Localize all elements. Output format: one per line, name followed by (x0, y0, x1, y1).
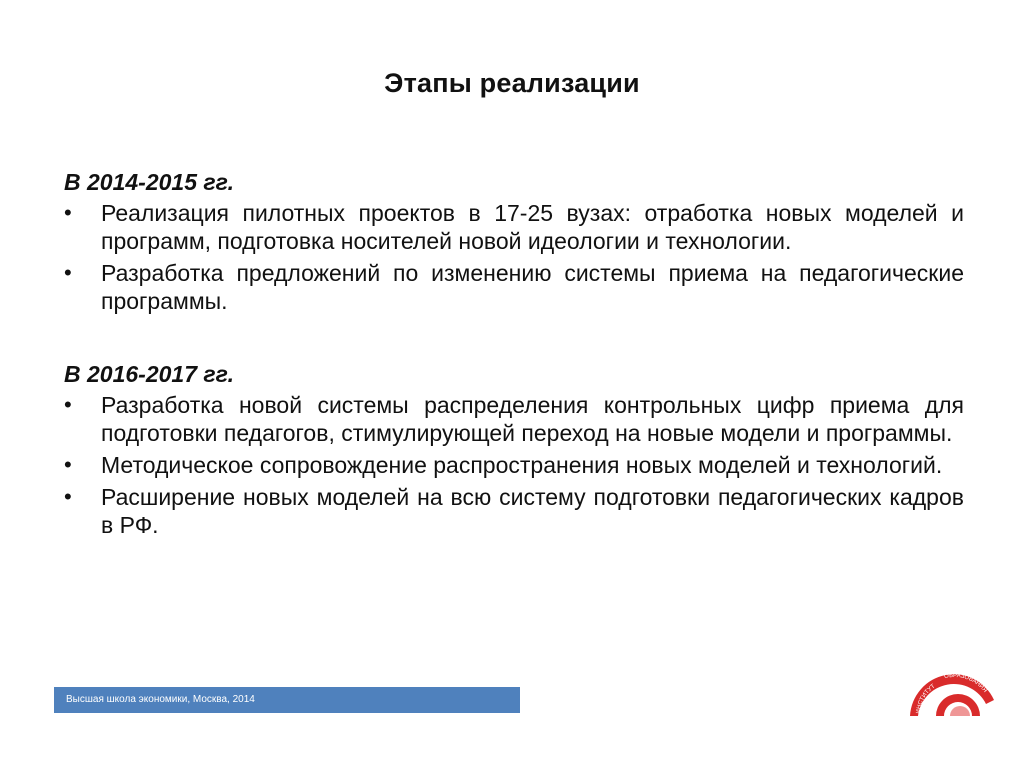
logo-text-left: ИНСТИТУТ (915, 683, 937, 714)
list-item-text: Методическое сопровождение распространения новых моделей и технологий. (101, 452, 943, 478)
list-item (64, 199, 964, 255)
bullet-list-2016 (64, 391, 964, 539)
slide-content (64, 168, 964, 543)
list-item (64, 259, 964, 315)
bullet-icon: • (64, 484, 72, 509)
institute-logo-icon (906, 660, 998, 720)
logo-graphic (906, 660, 998, 720)
list-item-text: Разработка новой системы распределения контрольных цифр приема для подготовки педагогов, стимулирующей переход на новые модели и программы. (101, 392, 964, 446)
logo-text-right: ОБРАЗОВАНИЯ (943, 672, 988, 694)
footer-text: Высшая школа экономики, Москва, 2014 (66, 694, 255, 705)
footer-bar (54, 687, 520, 713)
list-item-text: Разработка предложений по изменению системы приема на педагогические программы. (101, 260, 964, 314)
bullet-list-2014 (64, 199, 964, 315)
list-item (64, 483, 964, 539)
period-heading-2014: В 2014-2015 гг. (64, 169, 235, 195)
bullet-icon: • (64, 452, 72, 477)
list-item-text: Реализация пилотных проектов в 17-25 вузах: отработка новых моделей и программ, подготовка носителей новой идеологии и технологии. (101, 200, 964, 254)
slide-title: Этапы реализации (384, 68, 640, 98)
list-item-text: Расширение новых моделей на всю систему подготовки педагогических кадров в РФ. (101, 484, 964, 538)
bullet-icon: • (64, 260, 72, 285)
list-item (64, 451, 964, 479)
period-heading-2016: В 2016-2017 гг. (64, 361, 235, 387)
bullet-icon: • (64, 392, 72, 417)
bullet-icon: • (64, 200, 72, 225)
list-item (64, 391, 964, 447)
